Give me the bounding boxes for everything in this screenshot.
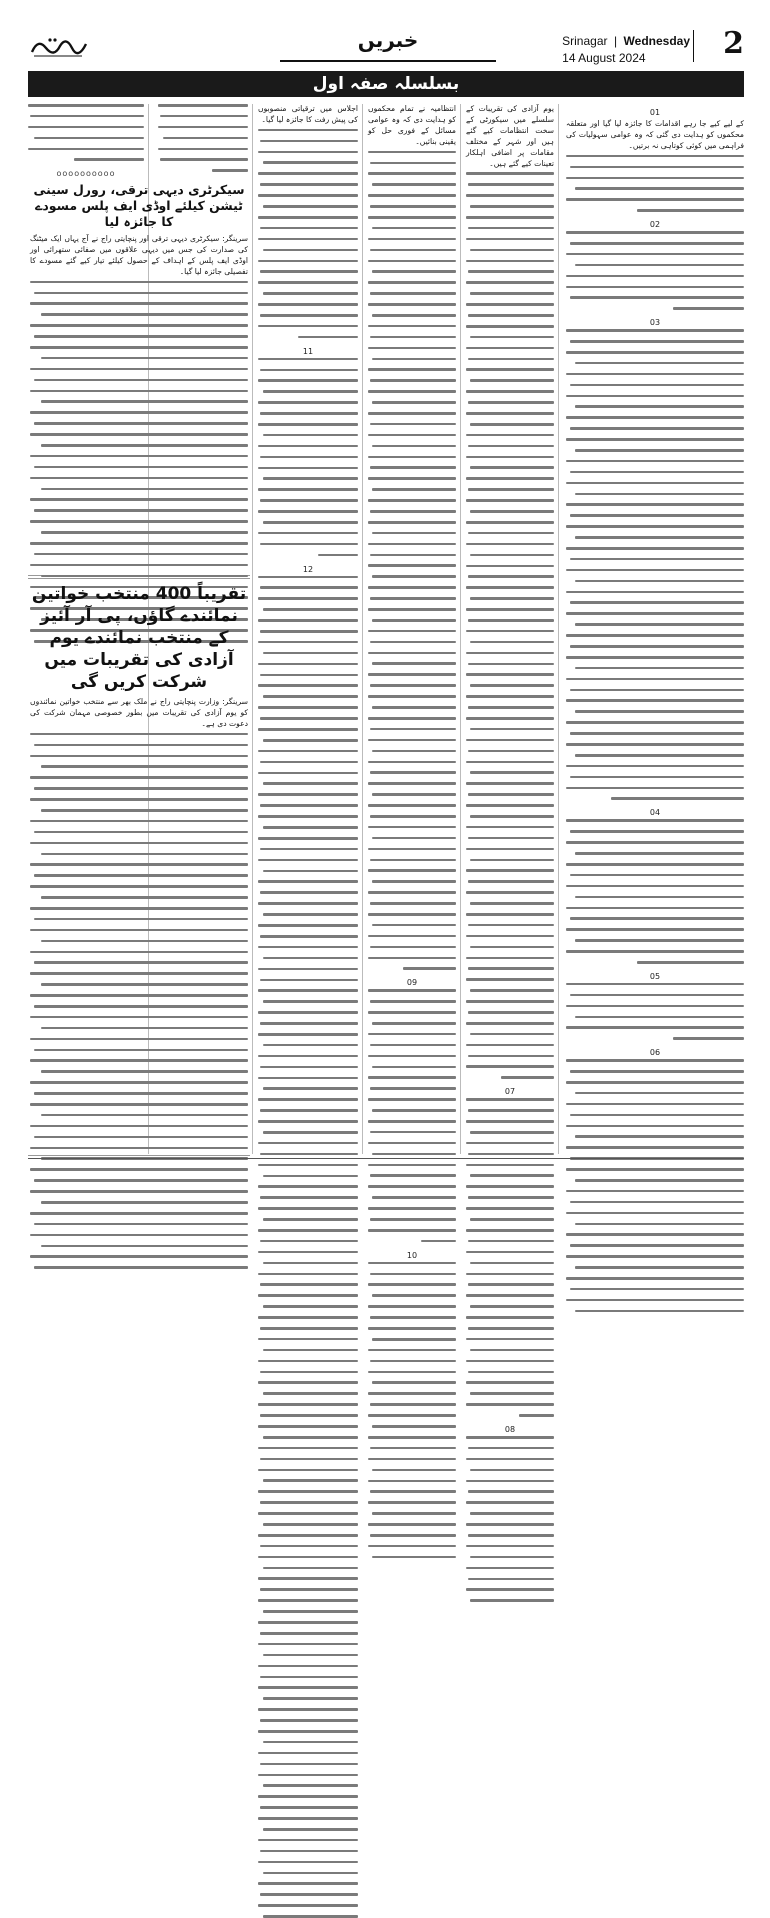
- story-separator: oooooooooo: [56, 169, 116, 179]
- masthead: [28, 28, 744, 68]
- dateline-city: Srinagar: [562, 34, 608, 48]
- item-number: 08: [504, 1424, 516, 1434]
- dateline: [562, 32, 690, 65]
- banner-title: بسلسلہ صفہ اول: [312, 74, 460, 94]
- item-number: 12: [302, 564, 314, 574]
- section-name: خبریں: [357, 28, 419, 52]
- dateline-date: 14 August 2024: [562, 51, 646, 65]
- continuation-banner: [28, 71, 744, 97]
- masthead-divider: [693, 30, 694, 62]
- text-block: [466, 172, 554, 1079]
- news-story: [28, 578, 250, 1156]
- item-number: 04: [649, 808, 661, 818]
- item-number: 11: [302, 346, 314, 356]
- text-block: [566, 155, 744, 212]
- news-story: [28, 178, 250, 576]
- text-block: [566, 329, 744, 800]
- text-block: [368, 1262, 456, 1559]
- column-3: [368, 104, 456, 1260]
- article-paragraph: انتظامیہ نے تمام محکموں کو ہدایت دی کہ وہ عوامی مسائل کے فوری حل کو یقینی بنائیں۔: [368, 104, 456, 146]
- bottom-rule: [28, 1158, 744, 1159]
- column-4: [258, 104, 358, 1154]
- column-divider: [558, 104, 559, 1154]
- item-number: 01: [649, 108, 661, 117]
- text-block: [466, 1436, 554, 1602]
- column-divider: [362, 104, 363, 1154]
- item-number: 10: [406, 1250, 418, 1260]
- column-2: [466, 104, 554, 1434]
- text-block: [28, 733, 250, 1269]
- item-number: 09: [406, 978, 418, 988]
- item-number: 03: [649, 318, 661, 328]
- text-block: [566, 231, 744, 310]
- column-divider: [460, 104, 461, 1154]
- article-paragraph: یوم آزادی کی تقریبات کے سلسلے میں سیکورٹی کے سخت انتظامات کیے گئے ہیں اور شہر کے مختلف مقامات پر اضافی اہلکار تعینات کیے گئے ہیں۔: [466, 104, 554, 168]
- dateline-day: Wednesday: [623, 34, 690, 48]
- item-number: 05: [649, 971, 661, 981]
- text-block: [258, 129, 358, 339]
- article-paragraph: کے لیے کیے جا رہے اقدامات کا جائزہ لیا گیا اور متعلقہ محکموں کو ہدایت دی گئی کہ وہ عوامی سہولیات کی فراہمی میں کوئی کوتاہی نہ برتیں۔: [566, 119, 744, 150]
- story-headline: سیکرٹری دیہی ترقی، رورل سینی ٹیشن کیلئے اوڈی ایف پلس مسودے کا جائزہ لیا: [33, 182, 245, 229]
- text-block: [566, 819, 744, 963]
- text-block: [258, 358, 358, 557]
- item-number: 06: [649, 1048, 661, 1058]
- dateline-separator: |: [613, 34, 618, 48]
- text-block: [368, 989, 456, 1242]
- text-block: [466, 1098, 554, 1416]
- column-divider: [252, 104, 253, 1154]
- section-underline: [280, 60, 496, 62]
- column-1: [566, 104, 744, 1154]
- item-number: 02: [649, 220, 661, 230]
- article-paragraph: اجلاس میں ترقیاتی منصوبوں کی پیش رفت کا جائزہ لیا گیا۔: [258, 104, 358, 124]
- text-block: [28, 104, 144, 161]
- item-number: 07: [504, 1087, 516, 1097]
- page-number: 2: [723, 26, 744, 61]
- text-block: [368, 151, 456, 970]
- story-lead: سرینگر: سیکرٹری دیہی ترقی اور پنچایتی راج نے آج یہاں ایک میٹنگ کی صدارت کی جس میں دیہی علاقوں میں صفائی ستھرائی اور اوڈی ایف پلس کے اہداف کے حصول کیلئے تیار کیے گئے مسودے کا تفصیلی جائزہ لیا گیا۔: [30, 234, 248, 276]
- publication-logo: [28, 32, 88, 60]
- text-block: [158, 104, 248, 172]
- story-headline: تقریباً 400 منتخب خواتین نمائندے گاؤں، پی آر آئیز کے منتخب نمائندے یوم آزادی کی تقریبات میں شرکت کریں گی: [31, 584, 247, 692]
- logo-icon: [28, 32, 88, 60]
- text-block: [566, 983, 744, 1040]
- text-block: [258, 576, 358, 1918]
- story-lead: سرینگر: وزارت پنچایتی راج نے ملک بھر سے منتخب خواتین نمائندوں کو یوم آزادی کی تقریبات میں بطور خصوصی مہمان شرکت کی دعوت دی ہے۔: [30, 697, 248, 728]
- text-block: [566, 1059, 744, 1312]
